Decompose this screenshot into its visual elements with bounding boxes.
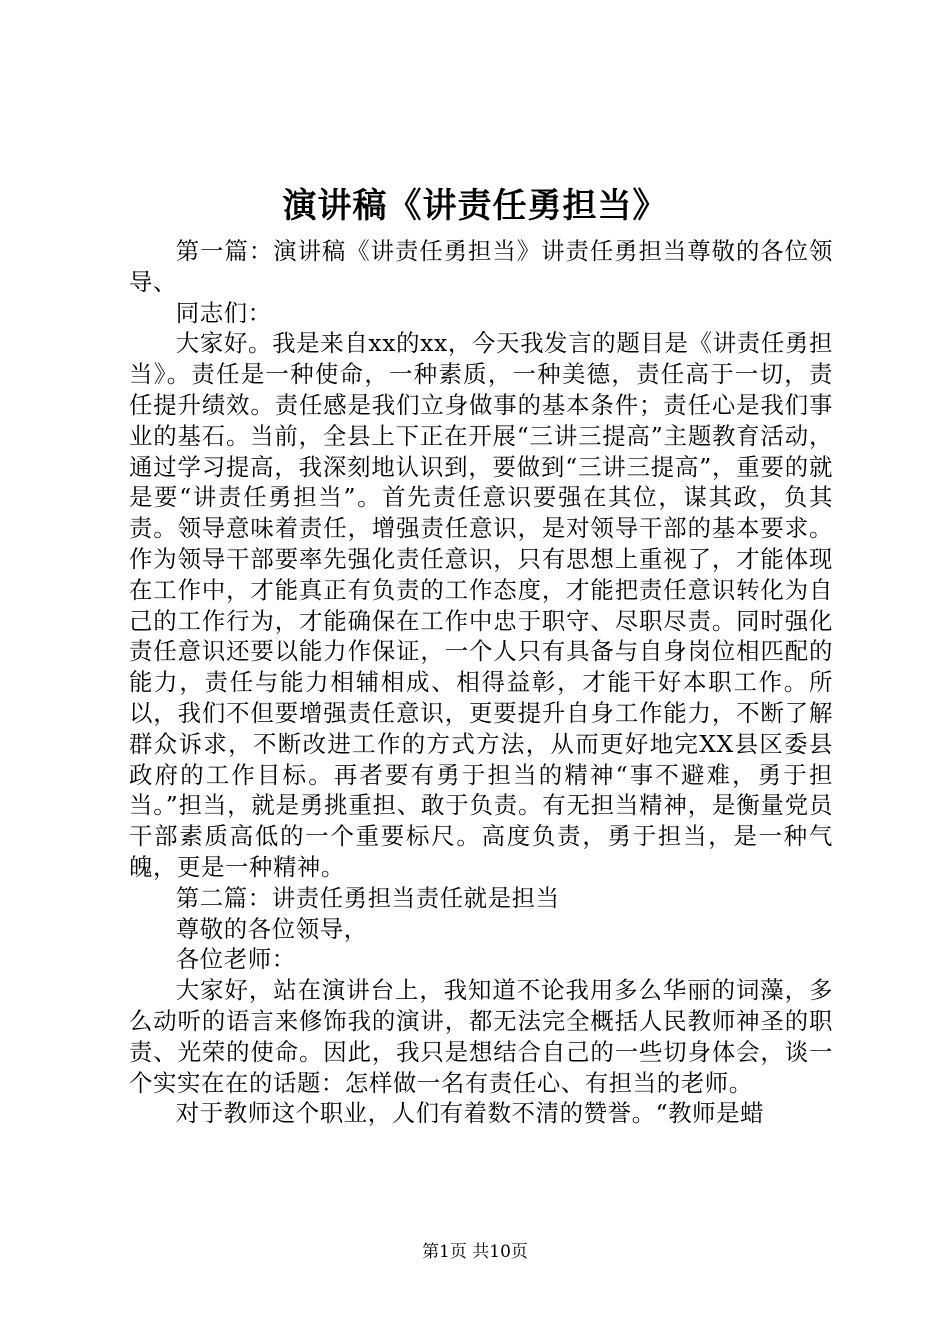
document-title: 演讲稿《讲责任勇担当》 xyxy=(282,186,668,226)
paragraph: 同志们： xyxy=(175,298,272,327)
document-body xyxy=(129,236,833,1129)
paragraph: 尊敬的各位领导， xyxy=(175,914,368,943)
paragraph: 大家好。我是来自xx的xx，今天我发言的题目是《讲责任勇担当》。责任是一种使命，一种素质，一种美德，责任高于一切，责任提升绩效。责任感是我们立身做事的基本条件；责任心是我们事业的基石。当前，全县上下正在开展“三讲三提高”主题教育活动，通过学习提高，我深刻地认识到，要做到“三讲三提高”，重要的就是要“讲责任勇担当”。首先责任意识要强在其位，谋其政，负其责。领导意味着责任，增强责任意识，是对领导干部的基本要求。作为领导干部要率先强化责任意识，只有思想上重视了，才能体现在工作中，才能真正有负责的工作态度，才能把责任意识转化为自己的工作行为，才能确保在工作中忠于职守、尽职尽责。同时强化责任意识还要以能力作保证，一个人只有具备与自身岗位相匹配的能力，责任与能力相辅相成、相得益彰，才能干好本职工作。所以，我们不但要增强责任意识，更要提升自身工作能力，不断了解群众诉求，不断改进工作的方式方法，从而更好地完XX县区委县政府的工作目标。再者要有勇于担当的精神“事不避难，勇于担当。”担当，就是勇挑重担、敢于负责。有无担当精神，是衡量党员干部素质高低的一个重要标尺。高度负责，勇于担当，是一种气魄，更是一种精神。 xyxy=(129,329,833,881)
page-footer: 第1页 共10页 xyxy=(422,1242,528,1262)
paragraph: 第一篇：演讲稿《讲责任勇担当》讲责任勇担当尊敬的各位领导、 xyxy=(129,237,833,296)
paragraph: 对于教师这个职业，人们有着数不清的赞誉。“教师是蜡 xyxy=(175,1099,765,1128)
paragraph: 第二篇：讲责任勇担当责任就是担当 xyxy=(175,883,560,912)
paragraph: 大家好，站在演讲台上，我知道不论我用多么华丽的词藻，多么动听的语言来修饰我的演讲，都无法完全概括人民教师神圣的职责、光荣的使命。因此，我只是想结合自己的一些切身体会，谈一个实实在在的话题：怎样做一名有责任心、有担当的老师。 xyxy=(129,976,833,1097)
paragraph: 各位老师： xyxy=(175,945,296,974)
